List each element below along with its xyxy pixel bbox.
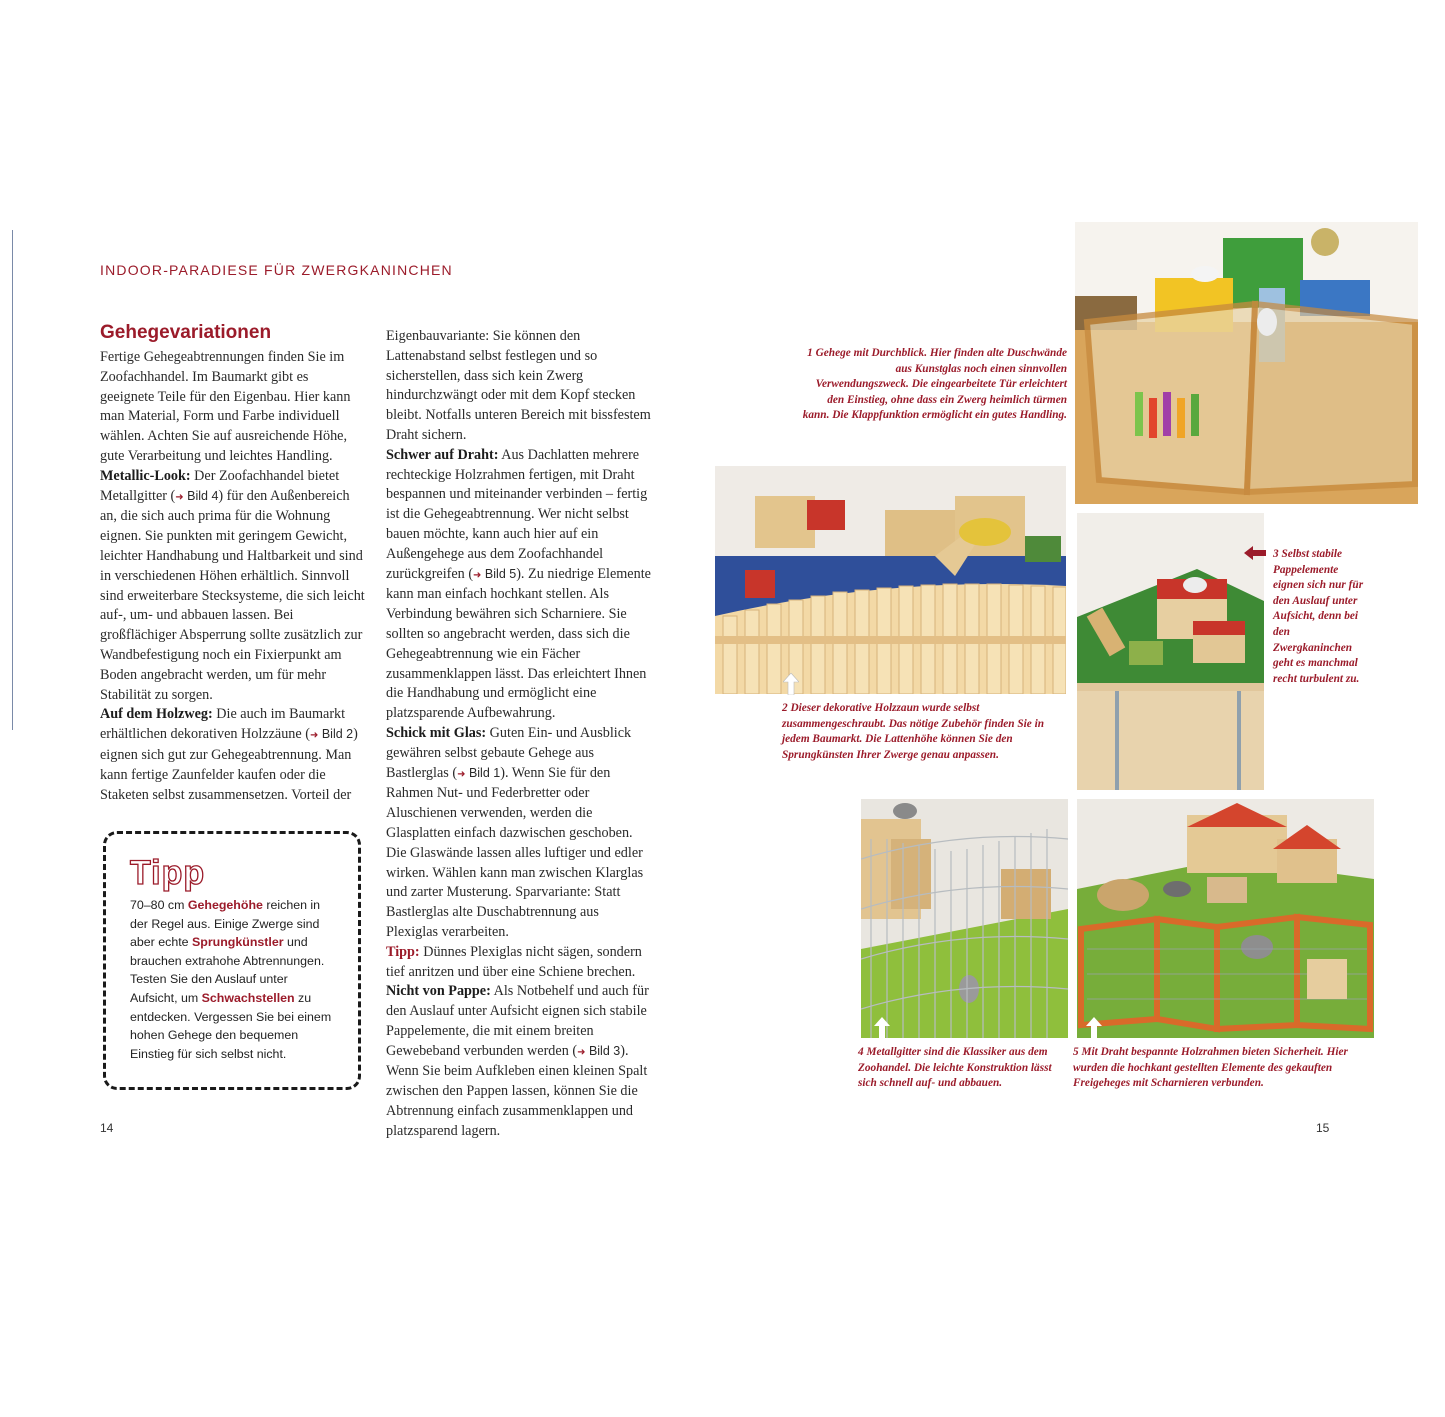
figure-ref-label: Bild 4 [187,488,219,503]
tip-text-4: zu entdecken. Vergessen Sie bei einem hohen Gehege den bequemen Einstieg für sich selbst nicht. [130,990,332,1061]
tip-box [103,831,361,1090]
paragraph-metallic [100,467,366,706]
tip-text-2: reichen in der Regel aus. Einige Zwerge sind aber echte [130,898,321,950]
lead-pappe: Nicht von Pappe: [386,983,491,1000]
photo-5-wire-frames [1077,799,1374,1038]
photo-3-cardboard-panels [1077,513,1264,790]
figure-ref-3[interactable] [577,1044,620,1058]
arrow-up-icon [1086,1017,1102,1039]
tip-body [130,896,336,1063]
pappe-text-a: Als Notbehelf und auch für den Auslauf unter Aufsicht eignen sich stabile Pappelemente, die mit einem breiten Gewebeband verbunden werden ( [386,983,649,1059]
text-column-2 [386,327,654,1142]
caption-3: 3 Selbst stabile Pappelemente eignen sich nur für den Auslauf unter Aufsicht, denn bei den Zwergkaninchen geht es manchmal recht turbulent zu. [1273,548,1364,685]
section-heading: Gehegevariationen [100,322,272,343]
figure-ref-label: Bild 2 [321,727,354,742]
running-head: INDOOR-PARADIESE FÜR ZWERGKANINCHEN [100,262,453,278]
metallic-text-b: ) für den Außenbereich an, die sich auch prima für die Wohnung eignen. Sie punkten mit geringem Gewicht, leichter Handhabung und Haltbarkeit und sind in verschiedenen Höhen erhältlich. Sinnvoll sind erweiterbare Stecksysteme, die sich leicht auf-, um- und abbauen lassen. Bei großflächiger Absperrung sollte zusätzlich zur Wandbefestigung noch ein Fixierpunkt am Boden angebracht werden, um für mehr Stabilität zu sorgen. [100,487,365,703]
paragraph-intro [100,348,366,467]
intro-text: Fertige Gehegeabtrennungen finden Sie im Zoofachhandel. Im Baumarkt gibt es geeignete Teile für den Eigenbau. Hier kann man Material, Form und Farbe individuell wählen. Achten Sie auf ausreichende Höhe, gute Verarbeitung und leichtes Handling. [100,349,351,464]
glas-text-a: Guten Ein- und Ausblick gewähren selbst gebaute Gehege aus Bastlerglas ( [386,724,632,781]
caption-5: 5 Mit Draht bespannte Holzrahmen bieten Sicherheit. Hier wurden die hochkant gestellten Elemente des gekauften Freigeheges mit Scharnieren verbunden. [1073,1046,1348,1090]
figure-ref-2[interactable] [310,727,353,741]
metallic-text-a: Der Zoofachhandel bietet Metallgitter ( [100,467,340,504]
tipp-text: Dünnes Plexiglas nicht sägen, sondern tief anritzen und über eine Schiene brechen. [386,943,642,980]
paragraph-pappe [386,982,654,1141]
tip-highlight-1: Gehegehöhe [187,898,263,912]
holz-text-a: Die auch im Baumarkt erhältlichen dekorativen Holzzäune ( [100,706,346,743]
arrow-icon: ➜ [309,730,319,742]
tip-highlight-3: Schwachstellen [201,990,295,1005]
holz-text-b: ) eignen sich gut zur Gehegeabtrennung. Man kann fertige Zaunfelder kaufen oder die Staketen selbst zusammensetzen. Vorteil der [100,726,358,803]
paragraph-continued [386,327,654,446]
photo-2-wooden-fence [715,466,1066,694]
lead-glas: Schick mit Glas: [386,724,487,741]
paragraph-holzweg [100,705,366,805]
figure-ref-label: Bild 3 [588,1043,621,1058]
caption-1: 1 Gehege mit Durchblick. Hier finden alte Duschwände aus Kunstglas noch einen sinnvollen Verwendungszweck. Die eingearbeitete Tür erleichtert den Einstieg, ohne dass ein Zwerg heimlich türmen kann. Die Klappfunktion ermöglicht ein gutes Handling. [802,347,1067,422]
tip-text-3: und brauchen extrahohe Abtrennungen. Testen Sie den Auslauf unter Aufsicht, um [130,935,325,1005]
caption-4: 4 Metallgitter sind die Klassiker aus dem Zoohandel. Die leichte Konstruktion lässt sich schnell auf- und abbauen. [858,1046,1052,1090]
text-column-1 [100,320,366,805]
figure-ref-label: Bild 5 [484,566,517,581]
lead-metallic: Metallic-Look: [100,467,191,484]
arrow-up-icon [874,1017,890,1039]
glas-text-b: ). Wenn Sie für den Rahmen Nut- und Federbretter oder Aluschienen verwenden, werden die Glasplatten einfach dazwischen geschoben. Die Glaswände lassen alles luftiger und edler wirken. Wählen kann man zwischen Klarglas und zarter Musterung. Sparvariante: Statt Bastlerglas alte Duschabtrennung aus Plexiglas verarbeiten. [386,764,644,940]
caption-2: 2 Dieser dekorative Holzzaun wurde selbst zusammengeschraubt. Das nötige Zubehör finden Sie in jedem Baumarkt. Die Lattenhöhe können Sie den Sprungkünsten Ihrer Zwerge genau anpassen. [782,702,1045,761]
figure-ref-1[interactable] [457,766,500,780]
figure-ref-4[interactable] [175,489,218,503]
arrow-icon: ➜ [473,569,482,581]
continued-text: Eigenbauvariante: Sie können den Lattenabstand selbst festlegen und so sicherstellen, dass sich kein Zwerg hindurchzwängt oder mit dem Kopf stecken bleibt. Notfalls unteren Bereich mit bissfestem Draht sichern. [386,328,651,443]
arrow-up-icon [783,673,799,695]
arrow-icon: ➜ [577,1046,586,1058]
left-margin-rule [12,230,13,730]
photo-4-metal-fence [861,799,1068,1038]
lead-holzweg: Auf dem Holzweg: [100,706,213,723]
figure-ref-label: Bild 1 [468,765,501,780]
arrow-left-icon [1244,546,1266,560]
page-number-left: 14 [100,1121,114,1135]
arrow-icon: ➜ [457,768,466,780]
lead-draht: Schwer auf Draht: [386,446,499,463]
tip-title: Tipp [130,854,206,892]
figure-ref-5[interactable] [473,567,516,581]
paragraph-tipp [386,943,654,983]
tip-highlight-2: Sprungkünstler [192,935,284,950]
draht-text-b: ). Zu niedrige Elemente kann man einfach hochkant stellen. Als Verbindung bewähren sich Scharniere. Sie sollten so angebracht werden, dass sich die Gehegeabtrennung wie ein Fächer zusammenklappen lässt. Das erleichtert Ihnen die Handhabung und ermöglicht eine platzsparende Aufbewahrung. [386,565,651,722]
draht-text-a: Aus Dachlatten mehrere rechteckige Holzrahmen fertigen, mit Draht bespannen und miteinander verbinden – fertig ist die Gehegeabtrennung. Wer nicht selbst bauen möchte, kann auch hier auf ein Außengehege aus dem Zoofachhandel zurückgreifen ( [386,446,648,582]
pappe-text-b: ). Wenn Sie beim Aufkleben einen kleinen Spalt zwischen den Pappen lassen, können Sie die Abtrennung einfach zusammenklappen und platzsparend lagern. [386,1042,648,1139]
arrow-icon: ➜ [175,491,184,503]
page-number-right: 15 [1316,1121,1330,1135]
tip-text-1: 70–80 cm [130,898,188,912]
photo-1-glass-enclosure [1075,222,1418,504]
paragraph-glas [386,724,654,943]
paragraph-draht [386,446,654,724]
lead-tipp: Tipp: [386,943,420,960]
